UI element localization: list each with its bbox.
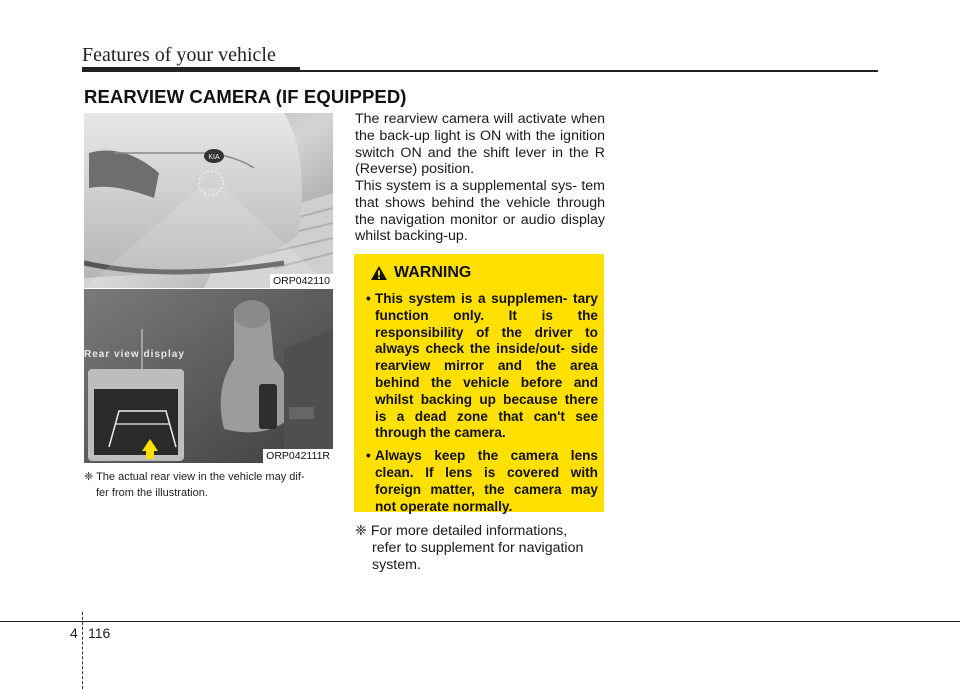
header-rule-thick (82, 67, 300, 72)
page-header-title: Features of your vehicle (82, 44, 276, 66)
note-line-1: ❈ For more detailed informations, (355, 523, 568, 539)
body-paragraph-2: This system is a supplemental sys- tem that shows behind the vehicle through the navigation monitor or audio display whilst backing-up. (355, 178, 605, 245)
footer-rule (0, 621, 960, 622)
interior-illustration (84, 289, 333, 463)
figure-caption (84, 469, 334, 501)
figure-code-label: ORP042111R (263, 449, 333, 463)
warning-triangle-icon (370, 265, 388, 281)
footer-divider (82, 612, 83, 689)
page-number: 116 (88, 625, 111, 641)
supplement-note (355, 523, 605, 573)
rear-view-display-label: Rear view display (84, 349, 185, 360)
header-rule-thin (300, 70, 878, 72)
caption-line-1: ❈ The actual rear view in the vehicle may dif- (84, 471, 305, 483)
section-title: REARVIEW CAMERA (IF EQUIPPED) (84, 86, 407, 107)
note-line-2: refer to supplement for navigation system. (372, 539, 584, 573)
chapter-number: 4 (70, 625, 78, 641)
caption-line-2: fer from the illustration. (96, 487, 208, 499)
warning-box (354, 254, 604, 512)
warning-item: • Always keep the camera lens clean. If lens is covered with foreign matter, the camera may not operate normally. (366, 448, 598, 514)
warning-title: WARNING (394, 264, 472, 281)
rear-car-illustration (84, 113, 333, 288)
figure-rear-camera (84, 113, 333, 288)
warning-list (360, 291, 598, 521)
body-paragraph-1: The rearview camera will activate when the back-up light is ON with the ignition switch ON and the shift lever in the R (Reverse) position. (355, 111, 605, 178)
figure-code-label: ORP042110 (270, 274, 333, 288)
warning-item: • This system is a supplemen- tary function only. It is the responsibility of the driver to always check the inside/out- side rearview mirror and the area behind the vehicle before and whilst backing up because there is a dead zone that can't see through the camera. (366, 291, 598, 441)
figure-rear-view-display (84, 289, 333, 463)
kia-logo: KIA (208, 154, 220, 161)
